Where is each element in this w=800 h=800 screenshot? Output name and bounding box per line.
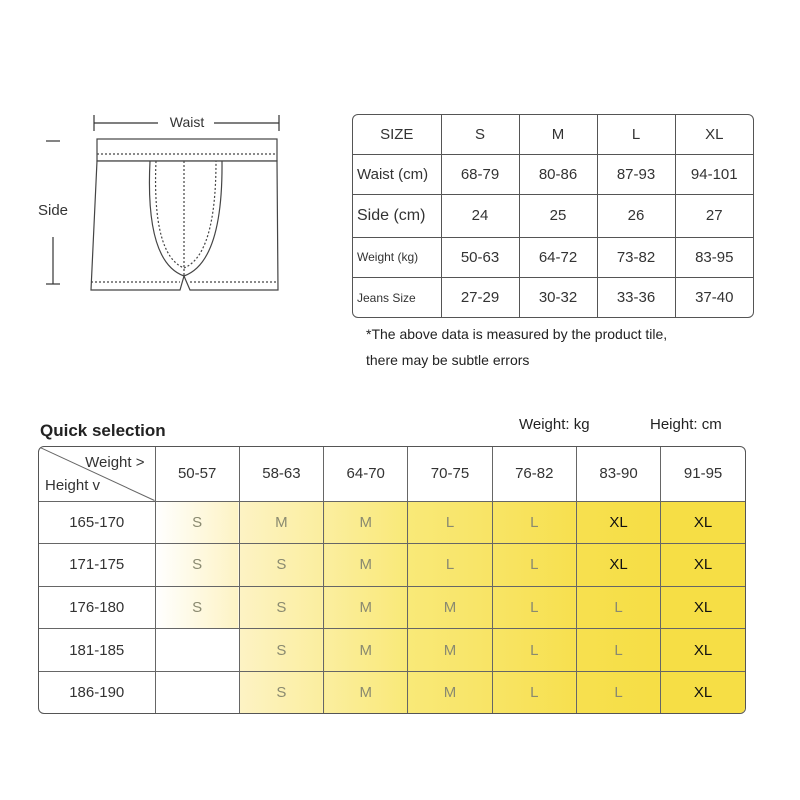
height-label: 171-175 [39, 544, 155, 587]
size-recommendation-cell: M [324, 501, 408, 544]
height-row [39, 586, 745, 629]
size-recommendation-cell: XL [661, 586, 745, 629]
height-row [39, 501, 745, 544]
size-chart-table [352, 114, 754, 318]
weight-header: 91-95 [661, 447, 745, 501]
height-unit: Height: cm [650, 416, 722, 433]
size-recommendation-cell: XL [576, 544, 660, 587]
size-recommendation-cell: S [239, 544, 323, 587]
size-recommendation-cell: L [576, 672, 660, 714]
weight-header-row [39, 447, 745, 501]
size-cell: 68-79 [441, 154, 519, 194]
weight-header: 58-63 [239, 447, 323, 501]
size-cell: 33-36 [597, 278, 675, 317]
size-recommendation-cell: M [239, 501, 323, 544]
size-recommendation-cell: XL [661, 501, 745, 544]
weight-header: 76-82 [492, 447, 576, 501]
size-cell: 73-82 [597, 237, 675, 277]
size-recommendation-cell: L [576, 586, 660, 629]
size-recommendation-cell: XL [661, 672, 745, 714]
side-label: Side [38, 202, 69, 219]
measurement-note: *The above data is measured by the product tile, [366, 326, 668, 342]
size-recommendation-cell: M [408, 586, 492, 629]
weight-header: 70-75 [408, 447, 492, 501]
size-cell: 27-29 [441, 278, 519, 317]
size-recommendation-cell: XL [661, 629, 745, 672]
size-recommendation-cell: L [408, 544, 492, 587]
size-recommendation-cell: M [324, 672, 408, 714]
size-recommendation-cell: XL [576, 501, 660, 544]
size-recommendation-cell [155, 672, 239, 714]
weight-header: 50-57 [155, 447, 239, 501]
height-row [39, 544, 745, 587]
waist-label: Waist [169, 114, 205, 130]
size-recommendation-cell: M [324, 629, 408, 672]
size-recommendation-cell: S [239, 629, 323, 672]
weight-header: 83-90 [576, 447, 660, 501]
size-cell: 25 [519, 195, 597, 238]
row-label: Jeans Size [353, 278, 441, 317]
height-row [39, 629, 745, 672]
size-cell: 30-32 [519, 278, 597, 317]
height-row [39, 672, 745, 714]
measurement-note: there may be subtle errors [366, 352, 530, 368]
row-label: Waist (cm) [353, 154, 441, 194]
boxer-diagram [30, 100, 310, 300]
size-cell: 27 [675, 195, 753, 238]
size-recommendation-cell: L [492, 629, 576, 672]
size-header: SIZE [353, 115, 441, 154]
size-cell: 87-93 [597, 154, 675, 194]
weight-unit: Weight: kg [519, 416, 590, 433]
height-label: 181-185 [39, 629, 155, 672]
size-header: L [597, 115, 675, 154]
height-label: 165-170 [39, 501, 155, 544]
row-label: Side (cm) [353, 195, 441, 238]
size-cell: 24 [441, 195, 519, 238]
corner-weight-label: Weight > [85, 454, 145, 471]
boxer-outline [91, 139, 278, 290]
corner-cell [39, 447, 155, 501]
size-recommendation-cell: S [155, 544, 239, 587]
size-header: XL [675, 115, 753, 154]
size-cell: 80-86 [519, 154, 597, 194]
size-recommendation-cell: M [324, 586, 408, 629]
size-cell: 37-40 [695, 289, 734, 307]
quick-selection-title: Quick selection [40, 421, 166, 440]
size-header: S [441, 115, 519, 154]
weight-header: 64-70 [324, 447, 408, 501]
size-header-row [353, 115, 753, 154]
size-recommendation-cell: M [408, 672, 492, 714]
size-recommendation-cell: S [155, 586, 239, 629]
height-label: 186-190 [39, 672, 155, 714]
size-recommendation-cell [155, 629, 239, 672]
size-row-waist [353, 154, 753, 194]
size-recommendation-cell: L [492, 544, 576, 587]
size-recommendation-cell: M [408, 629, 492, 672]
height-label: 176-180 [39, 586, 155, 629]
corner-height-label: Height v [45, 476, 101, 494]
row-label: Weight (kg) [353, 237, 441, 277]
size-recommendation-cell: L [492, 586, 576, 629]
size-recommendation-cell: S [239, 672, 323, 714]
size-row-jeans [353, 278, 753, 317]
size-cell: 94-101 [675, 154, 753, 194]
size-recommendation-cell: M [324, 544, 408, 587]
size-recommendation-cell: L [492, 501, 576, 544]
size-recommendation-cell: L [576, 629, 660, 672]
size-recommendation-cell: L [492, 672, 576, 714]
size-recommendation-cell: S [155, 501, 239, 544]
size-recommendation-cell: S [239, 586, 323, 629]
size-row-side [353, 195, 753, 238]
size-cell: 83-95 [675, 237, 753, 277]
quick-selection-table [38, 446, 746, 714]
size-row-weight [353, 237, 753, 277]
size-header: M [519, 115, 597, 154]
size-cell: 50-63 [441, 237, 519, 277]
size-recommendation-cell: XL [661, 544, 745, 587]
size-cell: 64-72 [519, 237, 597, 277]
size-recommendation-cell: L [408, 501, 492, 544]
size-cell: 26 [597, 195, 675, 238]
